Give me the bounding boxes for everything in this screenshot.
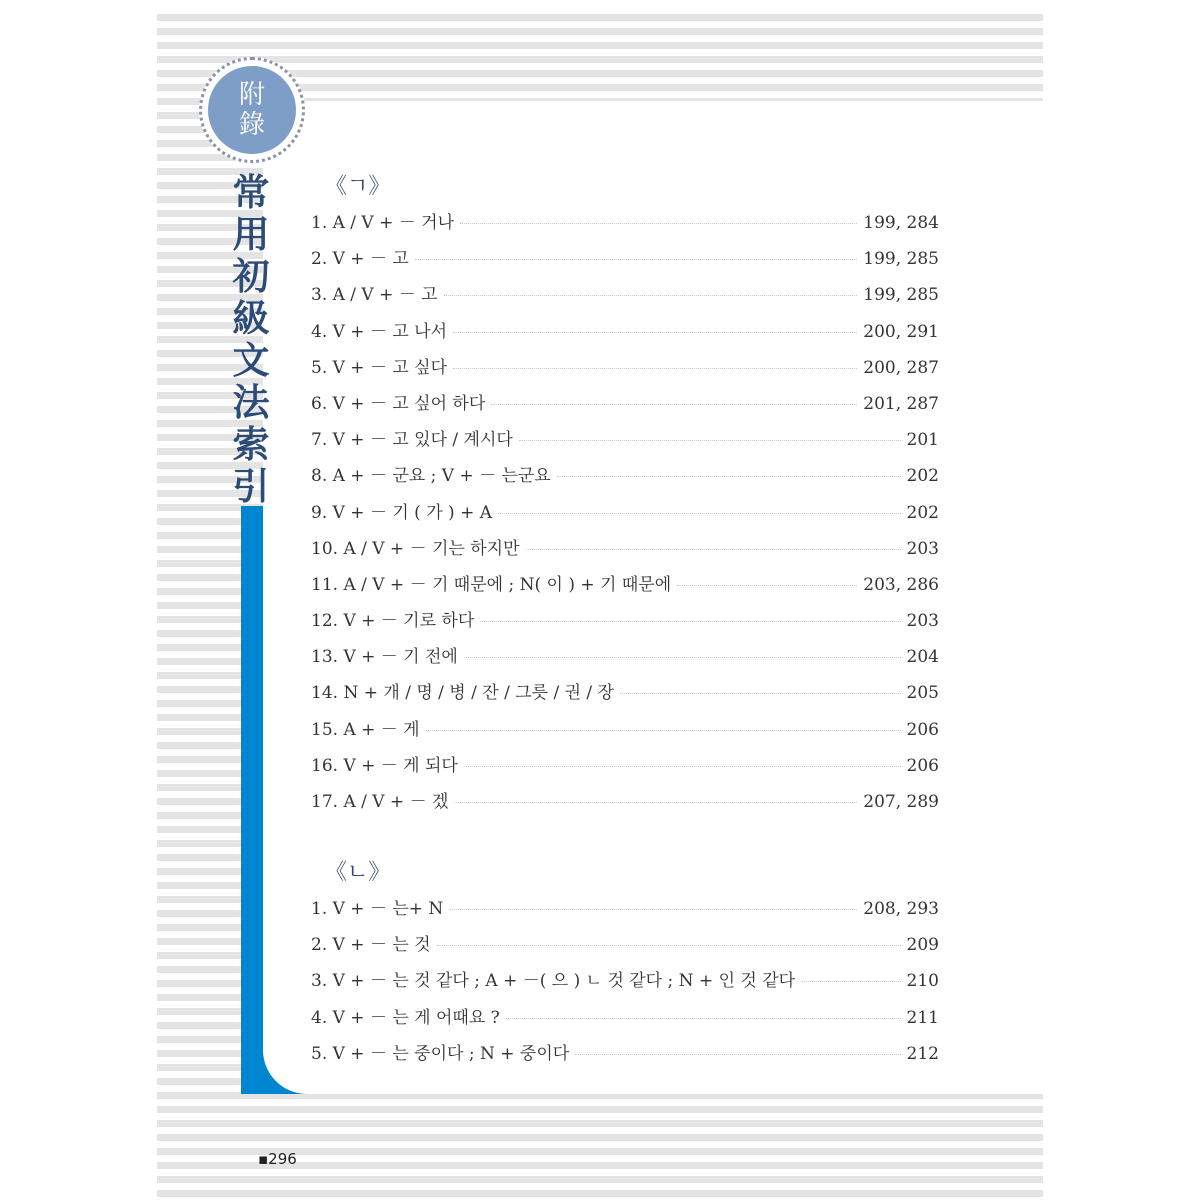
dot-leader bbox=[491, 404, 857, 405]
entry-pages: 211 bbox=[906, 1007, 939, 1028]
entry-text: 10. A / V + － 기는 하지만 bbox=[311, 538, 520, 559]
dot-leader bbox=[557, 476, 901, 477]
entry-pages: 210 bbox=[906, 971, 939, 992]
entry-pages: 203 bbox=[906, 611, 939, 632]
entry-pages: 203, 286 bbox=[863, 574, 939, 595]
entry-pages: 206 bbox=[906, 755, 939, 776]
entry-text: 12. V + － 기로 하다 bbox=[311, 611, 475, 632]
entry-text: 7. V + － 고 있다 / 계시다 bbox=[311, 430, 513, 451]
index-entry bbox=[311, 208, 939, 244]
index-title: 常用初級文法索引 bbox=[232, 171, 270, 508]
entry-text: 1. A / V + － 거나 bbox=[311, 213, 455, 233]
entry-pages: 202 bbox=[906, 466, 939, 487]
appendix-badge bbox=[208, 66, 296, 154]
entry-list bbox=[311, 894, 939, 1075]
dot-leader bbox=[454, 802, 857, 803]
entry-text: 2. V + － 고 bbox=[311, 249, 409, 270]
entry-text: 11. A / V + － 기 때문에 ; N( 이 ) + 기 때문에 bbox=[311, 574, 672, 595]
index-entry bbox=[311, 678, 939, 714]
index-entry bbox=[311, 787, 939, 823]
dot-leader bbox=[444, 295, 858, 296]
dot-leader bbox=[480, 621, 900, 622]
entry-text: 15. A + － 게 bbox=[311, 719, 420, 740]
entry-text: 9. V + － 기 ( 가 ) + A bbox=[311, 502, 493, 523]
appendix-badge-label: 附錄 bbox=[238, 80, 265, 140]
dot-leader bbox=[449, 909, 857, 910]
index-entry bbox=[311, 244, 939, 280]
entry-pages: 203 bbox=[906, 538, 939, 559]
dot-leader bbox=[426, 730, 901, 731]
dot-leader bbox=[453, 332, 857, 333]
index-entry bbox=[311, 534, 939, 570]
index-entry bbox=[311, 606, 939, 642]
index-entry bbox=[311, 894, 939, 930]
entry-text: 4. V + － 는 게 어때요 ? bbox=[311, 1007, 500, 1028]
dot-leader bbox=[575, 1054, 900, 1055]
entry-text: 5. V + － 고 싶다 bbox=[311, 357, 448, 378]
index-entry bbox=[311, 461, 939, 497]
entry-pages: 206 bbox=[906, 719, 939, 740]
entry-pages: 201, 287 bbox=[863, 393, 939, 414]
dot-leader bbox=[519, 440, 901, 441]
entry-pages: 199, 285 bbox=[863, 285, 939, 306]
entry-text: 16. V + － 게 되다 bbox=[311, 755, 458, 776]
dot-leader bbox=[677, 585, 857, 586]
entry-pages: 199, 285 bbox=[863, 249, 939, 270]
top-margin bbox=[157, 0, 1043, 8]
page-number: ▪296 bbox=[258, 1150, 297, 1168]
entry-text: 14. N + 개 / 명 / 병 / 잔 / 그릇 / 권 / 장 bbox=[311, 683, 614, 704]
entry-text: 3. A / V + － 고 bbox=[311, 285, 438, 306]
entry-text: 4. V + － 고 나서 bbox=[311, 321, 448, 342]
dot-leader bbox=[526, 549, 901, 550]
entry-pages: 209 bbox=[906, 935, 939, 956]
accent-bar bbox=[241, 506, 263, 1094]
dot-leader bbox=[498, 513, 901, 514]
entry-text: 1. V + － 는+ N bbox=[311, 899, 444, 919]
entry-pages: 212 bbox=[906, 1043, 939, 1064]
entry-pages: 200, 287 bbox=[863, 357, 939, 378]
index-entry bbox=[311, 642, 939, 678]
index-entry bbox=[311, 498, 939, 534]
entry-text: 8. A + － 군요 ; V + － 는군요 bbox=[311, 466, 551, 487]
entry-text: 17. A / V + － 겠 bbox=[311, 792, 449, 812]
entry-pages: 199, 284 bbox=[863, 213, 939, 233]
index-section-nieun bbox=[311, 858, 939, 1075]
index-entry bbox=[311, 715, 939, 751]
dot-leader bbox=[464, 657, 901, 658]
entry-pages: 208, 293 bbox=[863, 899, 939, 919]
entry-pages: 202 bbox=[906, 502, 939, 523]
entry-pages: 207, 289 bbox=[863, 792, 939, 812]
index-entry bbox=[311, 1003, 939, 1039]
index-entry bbox=[311, 425, 939, 461]
index-entry bbox=[311, 570, 939, 606]
entry-list bbox=[311, 208, 939, 823]
entry-text: 5. V + － 는 중이다 ; N + 중이다 bbox=[311, 1043, 570, 1064]
index-section-giyeok bbox=[311, 172, 939, 823]
dot-leader bbox=[415, 259, 858, 260]
dot-leader bbox=[620, 693, 901, 694]
entry-text: 3. V + － 는 것 같다 ; A + －( 으 ) ㄴ 것 같다 ; N + 인 것 같다 bbox=[311, 971, 796, 992]
entry-pages: 204 bbox=[906, 647, 939, 668]
index-entry bbox=[311, 751, 939, 787]
entry-text: 6. V + － 고 싶어 하다 bbox=[311, 393, 486, 414]
index-entry bbox=[311, 353, 939, 389]
index-entry bbox=[311, 966, 939, 1002]
dot-leader bbox=[453, 368, 857, 369]
index-entry bbox=[311, 389, 939, 425]
entry-text: 13. V + － 기 전에 bbox=[311, 647, 458, 668]
section-heading: 《ㄴ》 bbox=[325, 860, 391, 885]
dot-leader bbox=[437, 945, 901, 946]
index-entry bbox=[311, 1039, 939, 1075]
index-entry bbox=[311, 317, 939, 353]
index-entry bbox=[311, 280, 939, 316]
entry-pages: 205 bbox=[906, 683, 939, 704]
entry-pages: 200, 291 bbox=[863, 321, 939, 342]
dot-leader bbox=[506, 1018, 901, 1019]
entry-text: 2. V + － 는 것 bbox=[311, 935, 431, 956]
index-entry bbox=[311, 930, 939, 966]
entry-pages: 201 bbox=[906, 430, 939, 451]
dot-leader bbox=[801, 981, 900, 982]
dot-leader bbox=[460, 223, 857, 224]
section-heading: 《ㄱ》 bbox=[325, 174, 391, 199]
dot-leader bbox=[464, 766, 901, 767]
